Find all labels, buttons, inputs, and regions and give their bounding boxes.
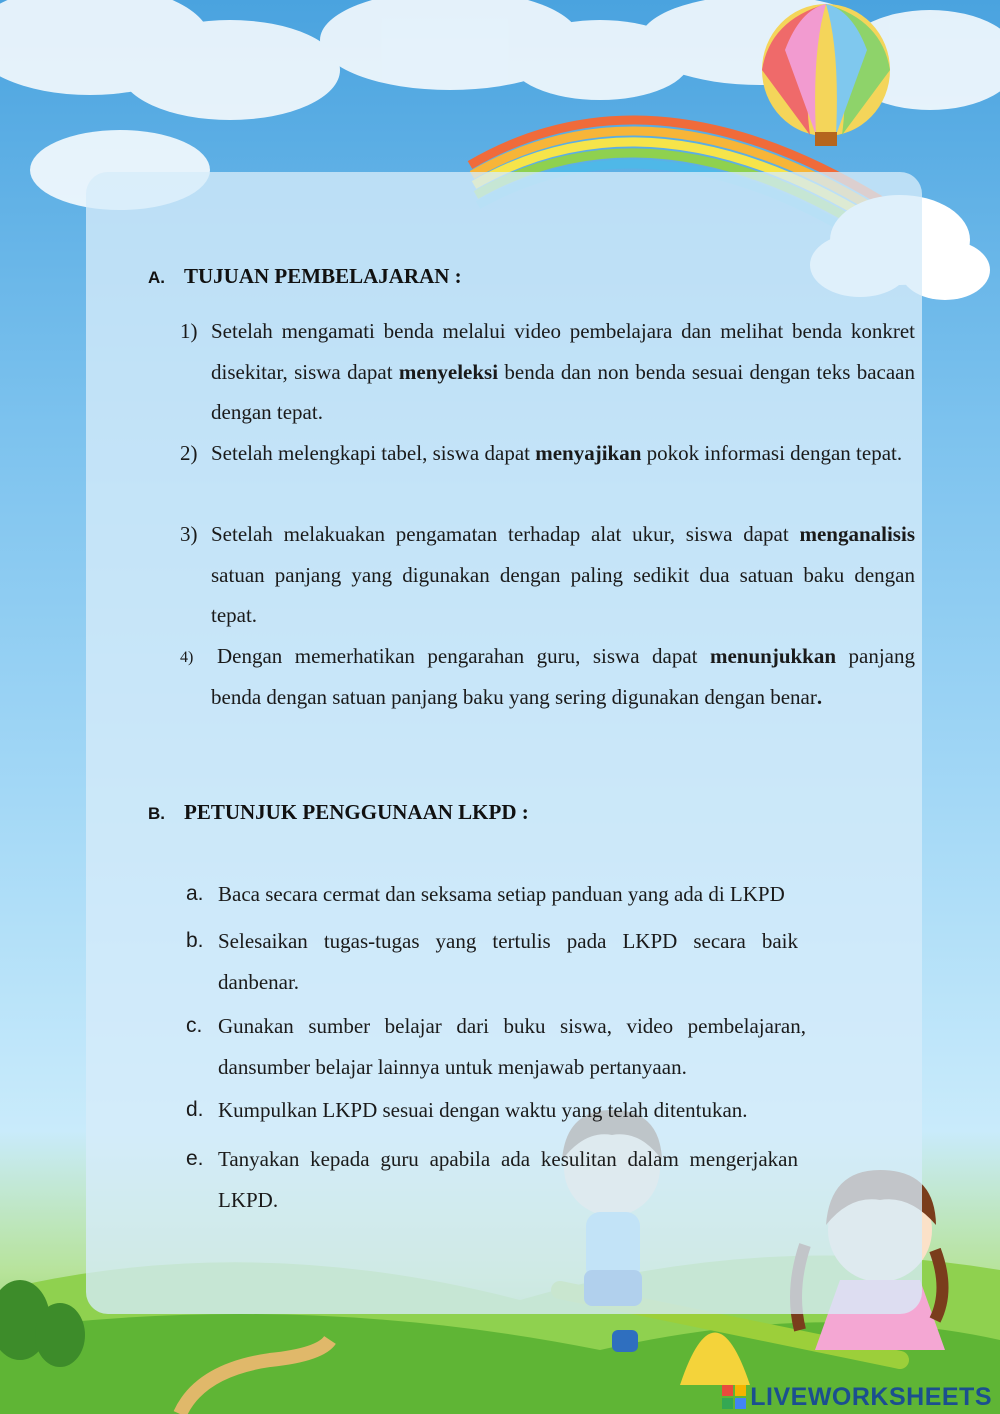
objective-keyword: menyajikan xyxy=(535,441,642,465)
objective-text: Setelah melengkapi tabel, siswa dapat xyxy=(211,441,536,465)
section-b-title: PETUNJUK PENGGUNAAN LKPD : xyxy=(184,800,529,824)
instruction-letter: c. xyxy=(186,1014,203,1037)
objective-number: 1) xyxy=(180,319,198,343)
objective-keyword: menganalisis xyxy=(799,522,915,546)
objective-number: 4) xyxy=(180,649,194,666)
instruction-text: Selesaikan tugas-tugas yang tertulis pada LKPD secara baik danbenar. xyxy=(218,929,798,994)
objective-text: Setelah melakuakan pengamatan terhadap alat ukur, siswa dapat xyxy=(211,522,800,546)
liveworksheets-logo-icon xyxy=(722,1385,746,1409)
objective-item xyxy=(180,433,915,474)
objective-text-end: panjang benda dengan satuan panjang baku yang sering digunakan dengan benar xyxy=(211,644,915,709)
objective-end-mark: . xyxy=(816,684,823,709)
objective-item xyxy=(180,311,915,433)
objective-keyword: menunjukkan xyxy=(709,644,837,668)
instruction-text: Baca secara cermat dan seksama setiap panduan yang ada di LKPD xyxy=(218,882,785,906)
instruction-text: Tanyakan kepada guru apabila ada kesulitan dalam mengerjakan LKPD. xyxy=(218,1147,798,1212)
section-a-heading xyxy=(148,264,462,289)
objective-number: 2) xyxy=(180,441,198,465)
instruction-letter: a. xyxy=(186,882,204,905)
liveworksheets-watermark xyxy=(722,1384,992,1410)
instruction-text: Gunakan sumber belajar dari buku siswa, video pembelajaran, dansumber belajar lainnya untuk menjawab pertanyaan. xyxy=(218,1014,806,1079)
section-a-title: TUJUAN PEMBELAJARAN : xyxy=(184,264,462,288)
instruction-item xyxy=(186,921,798,1002)
instruction-letter: e. xyxy=(186,1147,204,1170)
objective-text-end: pokok informasi dengan tepat. xyxy=(641,441,903,465)
instruction-text: Kumpulkan LKPD sesuai dengan waktu yang telah ditentukan. xyxy=(218,1098,748,1122)
section-a-letter: A. xyxy=(148,268,165,287)
instruction-item xyxy=(186,1006,806,1087)
instruction-item xyxy=(186,1090,806,1131)
instruction-letter: b. xyxy=(186,929,204,952)
objective-text: Dengan memerhatikan pengarahan guru, siswa dapat xyxy=(217,644,710,668)
objective-item xyxy=(180,514,915,636)
instruction-item xyxy=(186,874,806,915)
objective-text: Setelah mengamati benda melalui video pembelajara dan melihat benda konkret disekitar, siswa dapat xyxy=(211,319,915,384)
section-b-heading xyxy=(148,800,529,825)
section-b-letter: B. xyxy=(148,804,165,823)
objective-item xyxy=(180,636,915,717)
instruction-letter: d. xyxy=(186,1098,204,1121)
instruction-item xyxy=(186,1139,798,1220)
objective-text-end: benda dan non benda sesuai dengan teks bacaan dengan tepat. xyxy=(211,359,915,424)
objective-keyword: menyeleksi xyxy=(398,359,499,384)
watermark-text: LIVEWORKSHEETS xyxy=(750,1382,992,1411)
objective-number: 3) xyxy=(180,522,198,546)
objective-text-end: satuan panjang yang digunakan dengan paling sedikit dua satuan baku dengan tepat. xyxy=(211,562,915,627)
